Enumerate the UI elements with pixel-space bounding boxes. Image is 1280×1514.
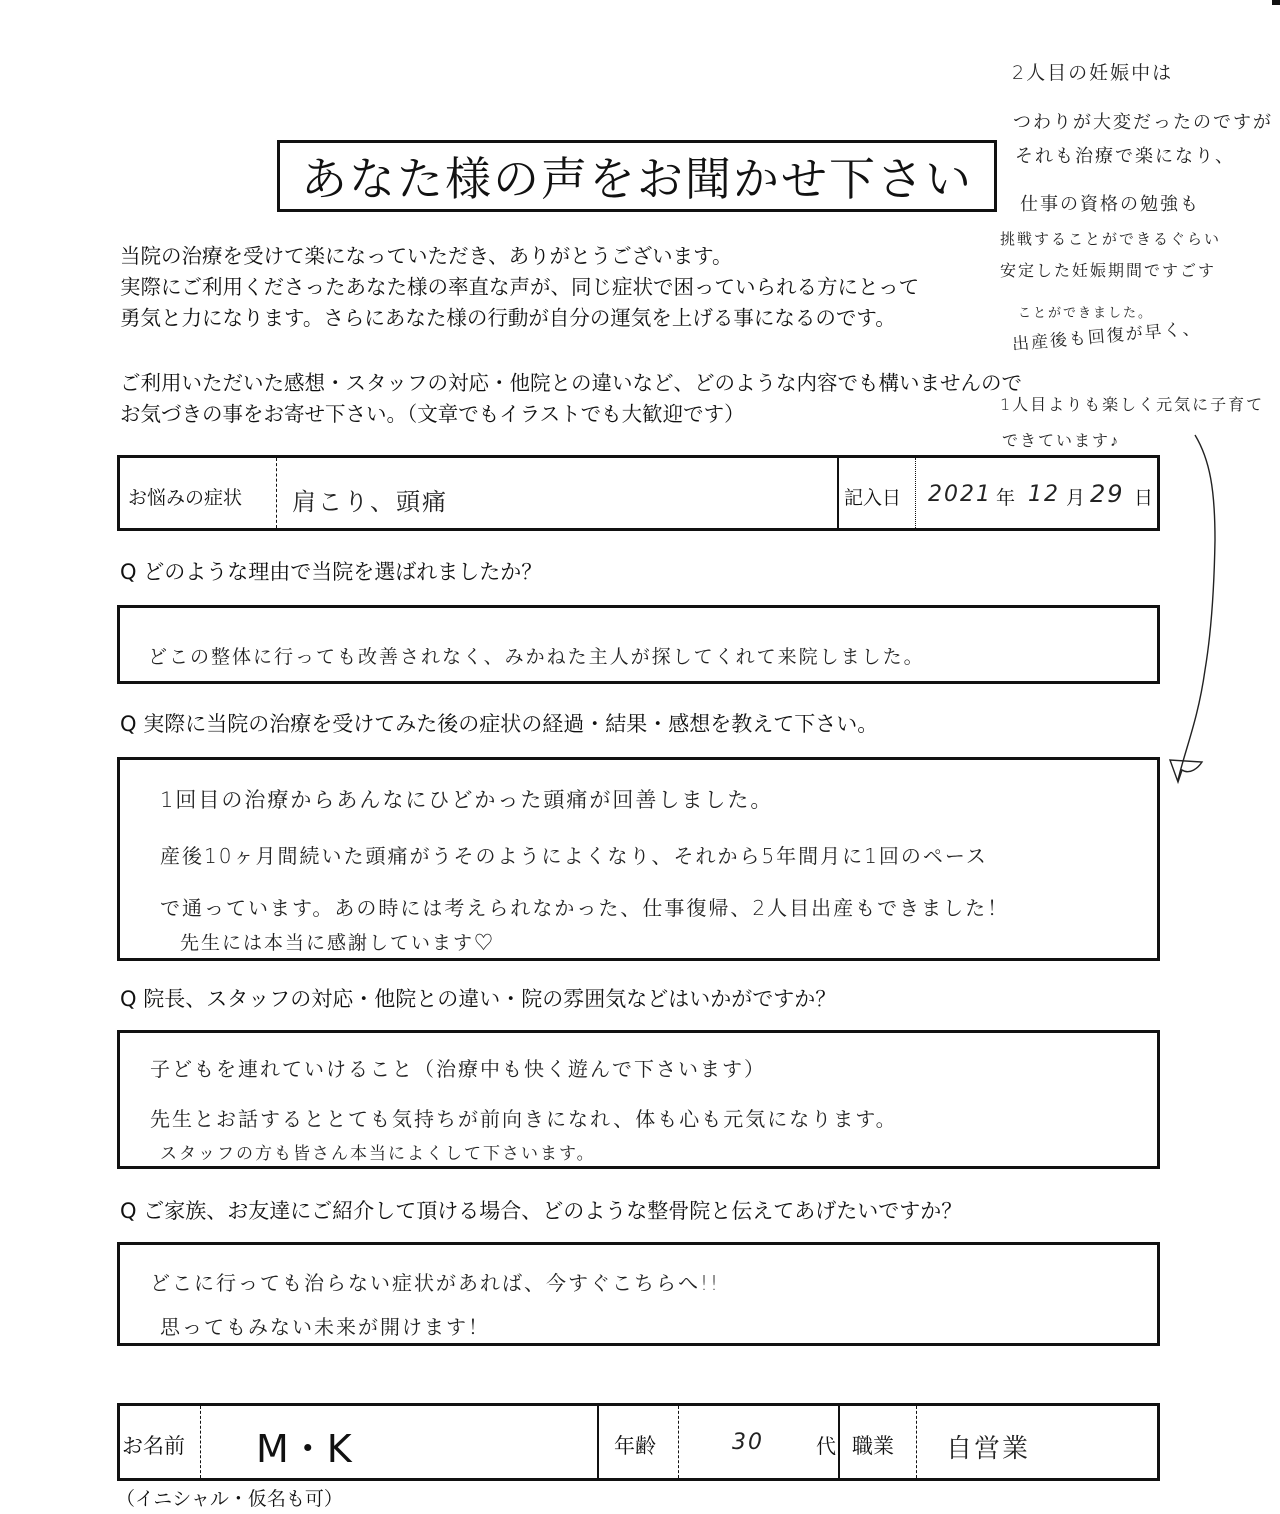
margin-note-line: 安定した妊娠期間ですごす [1000,261,1217,280]
scan-corner-mark [1272,0,1280,5]
name-hint: （イニシャル・仮名も可） [116,1488,343,1510]
divider [276,458,277,528]
date-year-value[interactable]: 2021 [928,482,992,507]
divider [916,1406,917,1478]
answer-2-line: 1回目の治療からあんなにひどかった頭痛が回善しました。 [160,788,774,812]
handdrawn-arrow-icon [1150,430,1280,800]
footer-row [117,1403,1160,1481]
name-value[interactable]: M・K [256,1427,352,1471]
answer-3-line: 先生とお話するととても気持ちが前向きになれ、体も心も元気になります。 [150,1107,898,1131]
answer-box-3[interactable] [117,1030,1160,1169]
answer-1-line: どこの整体に行っても改善されなく、みかねた主人が探してくれて来院しました。 [148,646,925,668]
margin-note-line: 1人目よりも楽しく元気に子育て [1000,395,1265,414]
name-label: お名前 [122,1434,185,1458]
margin-note-line: できています♪ [1002,431,1121,450]
divider [838,1406,840,1478]
symptom-row [117,455,1160,531]
divider [915,458,916,528]
answer-box-4[interactable] [117,1242,1160,1346]
age-unit: 代 [816,1434,836,1458]
divider [678,1406,679,1478]
intro-line-2: 実際にご利用くださったあなた様の率直な声が、同じ症状で困っていられる方にとって [120,275,920,299]
divider [597,1406,599,1478]
answer-3-line: スタッフの方も皆さん本当によくして下さいます。 [160,1144,596,1164]
question-4: Q ご家族、お友達にご紹介して頂ける場合、どのような整骨院と伝えてあげたいですか？ [120,1199,963,1223]
divider [200,1406,201,1478]
margin-note-line: 仕事の資格の勉強も [1020,194,1200,215]
symptom-value[interactable]: 肩こり、頭痛 [292,488,448,516]
intro-line-5: お気づきの事をお寄せ下さい。（文章でもイラストでも大歓迎です） [120,402,745,426]
date-label: 記入日 [844,487,902,509]
date-day-unit: 日 [1134,487,1154,509]
age-value[interactable]: 30 [732,1430,764,1455]
answer-4-line: 思ってもみない未来が開けます！ [160,1315,490,1339]
age-label: 年齢 [614,1434,656,1458]
symptom-label: お悩みの症状 [128,487,243,509]
date-month-value[interactable]: 12 [1028,482,1060,507]
question-2: Q 実際に当院の治療を受けてみた後の症状の経過・結果・感想を教えて下さい。 [120,712,879,736]
intro-line-1: 当院の治療を受けて楽になっていただき、ありがとうございます。 [120,244,733,268]
intro-line-3: 勇気と力になります。さらにあなた様の行動が自分の運気を上げる事になるのです。 [120,306,896,330]
job-value[interactable]: 自営業 [946,1434,1031,1464]
margin-note-line: ことができました。 [1018,306,1154,321]
margin-note-line: 出産後も回復が早く、 [1011,318,1203,355]
answer-box-2[interactable] [117,757,1160,961]
page-title: あなた様の声をお聞かせ下さい [301,152,973,206]
answer-2-line: 産後10ヶ月間続いた頭痛がうそのようによくなり、それから5年間月に1回のペース [160,844,988,868]
margin-note-line: 2人目の妊娠中は [1012,62,1174,84]
intro-line-4: ご利用いただいた感想・スタッフの対応・他院との違いなど、どのような内容でも構いませんので [120,371,1022,395]
question-1: Q どのような理由で当院を選ばれましたか？ [120,560,543,584]
answer-box-1[interactable] [117,605,1160,684]
date-day-value[interactable]: 29 [1090,480,1125,508]
date-month-unit: 月 [1066,487,1086,509]
answer-4-line: どこに行っても治らない症状があれば、今すぐこちらへ!! [150,1271,721,1295]
answer-2-line: 先生には本当に感謝しています♡ [180,932,496,954]
date-year-unit: 年 [996,487,1016,509]
question-3: Q 院長、スタッフの対応・他院との違い・院の雰囲気などはいかがですか？ [120,987,837,1011]
divider [837,458,839,528]
answer-3-line: 子どもを連れていけること（治療中も快く遊んで下さいます） [150,1057,766,1081]
job-label: 職業 [852,1434,894,1458]
margin-note-line: つわりが大変だったのですが [1013,112,1273,133]
page-title-box [277,140,997,212]
answer-2-line: で通っています。あの時には考えられなかった、仕事復帰、2人目出産もできました！ [160,896,1010,920]
margin-note-line: それも治療で楽になり、 [1015,146,1235,167]
margin-note-line: 挑戦することができるぐらい [1000,230,1222,248]
